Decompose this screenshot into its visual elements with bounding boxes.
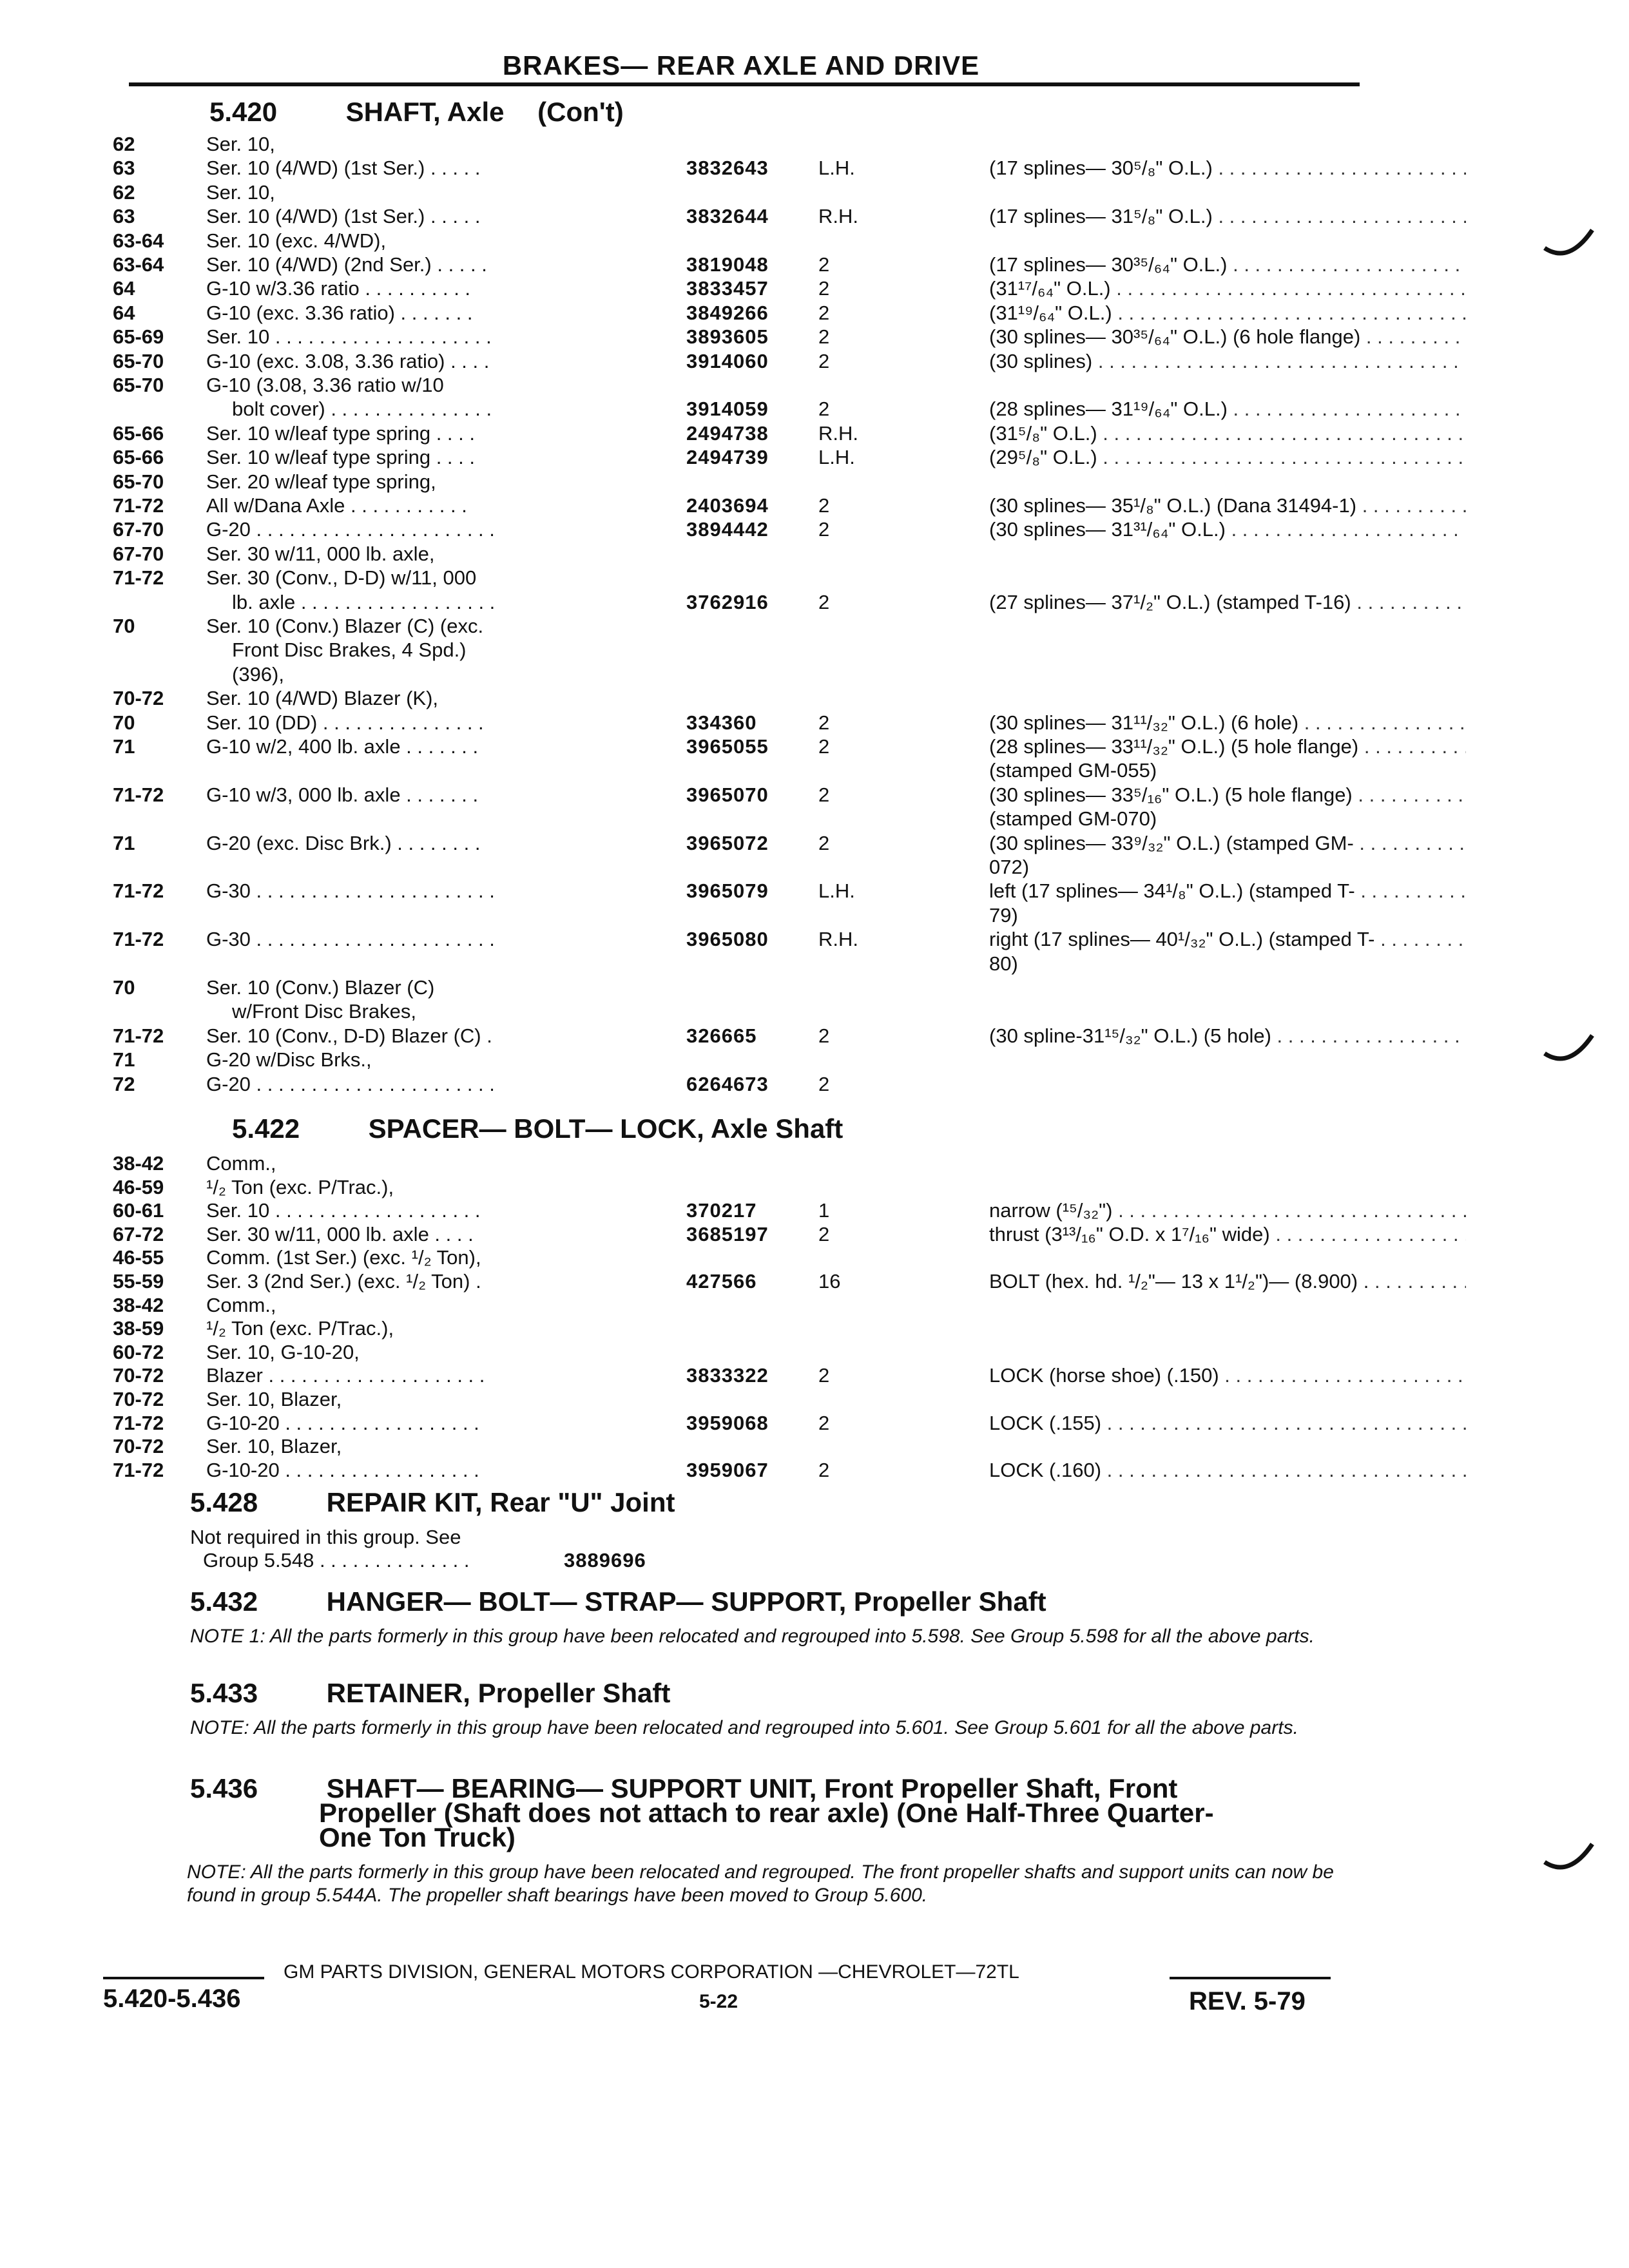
description: G-10-20 . . . . . . . . . . . . . . . . . .	[206, 1411, 479, 1434]
remarks: 79)	[989, 903, 1018, 927]
model-year: 71-72	[113, 1024, 164, 1047]
description: Blazer . . . . . . . . . . . . . . . . . . . .	[206, 1364, 485, 1387]
model-year: 70-72	[113, 1435, 164, 1458]
margin-hole-mark-bottom	[1543, 1843, 1595, 1875]
model-year: 65-66	[113, 446, 164, 469]
model-year: 55-59	[113, 1270, 164, 1293]
description: G-10 (exc. 3.36 ratio) . . . . . . .	[206, 301, 473, 324]
model-year: 38-42	[113, 1152, 164, 1175]
description: Ser. 30 w/11, 000 lb. axle,	[206, 542, 435, 565]
model-year: 71	[113, 1048, 135, 1072]
description: bolt cover) . . . . . . . . . . . . . . .	[232, 398, 492, 421]
quantity: 2	[818, 1364, 830, 1387]
part-number: 3833322	[686, 1364, 769, 1387]
table-row	[113, 1152, 1369, 1175]
page-header: BRAKES— REAR AXLE AND DRIVE	[502, 50, 980, 81]
table-row	[113, 325, 1369, 349]
table-row	[113, 543, 1369, 566]
table-row	[113, 374, 1369, 397]
model-year: 64	[113, 301, 135, 324]
remarks: (31¹⁹/₆₄" O.L.) . . .	[989, 302, 1466, 325]
section-name: SHAFT, Axle	[345, 97, 505, 127]
table-row	[113, 1176, 1369, 1199]
table-row	[113, 181, 1369, 204]
model-year: 63	[113, 205, 135, 228]
section-name: HANGER— BOLT— STRAP— SUPPORT, Propeller Shaft	[326, 1586, 1046, 1617]
model-year: 64	[113, 277, 135, 300]
table-row	[113, 904, 1369, 927]
remarks: (17 splines— 30³⁵/₆₄" O.L.) . . .	[989, 253, 1466, 276]
remarks: (17 splines— 30⁵/₈" O.L.) . . .	[989, 157, 1466, 180]
part-number: 3965070	[686, 783, 769, 806]
model-year: 62	[113, 133, 135, 155]
part-number: 6264673	[686, 1072, 769, 1095]
section-name: RETAINER, Propeller Shaft	[326, 1678, 671, 1708]
quantity: 2	[818, 735, 830, 758]
table-row	[113, 663, 1369, 686]
description: Ser. 10,	[206, 180, 275, 204]
table-row	[113, 1341, 1369, 1364]
quantity: L.H.	[818, 446, 855, 469]
remarks: (30 splines— 31³¹/₆₄" O.L.) . . .	[989, 518, 1466, 541]
model-year: 65-70	[113, 349, 164, 372]
model-year: 38-59	[113, 1317, 164, 1340]
table-row	[113, 711, 1369, 735]
remarks: 072)	[989, 856, 1030, 878]
section-5-420-title	[209, 97, 624, 128]
quantity: 2	[818, 590, 830, 613]
table-row	[113, 494, 1369, 517]
table-row	[113, 1294, 1369, 1317]
model-year: 71-72	[113, 783, 164, 806]
table-row	[113, 879, 1369, 903]
remarks: (30 splines— 33⁹/₃₂" O.L.) (stamped GM- . . .	[989, 832, 1466, 855]
quantity: L.H.	[818, 157, 855, 180]
part-number: 2403694	[686, 494, 769, 517]
model-year: 67-72	[113, 1222, 164, 1245]
model-year: 60-61	[113, 1199, 164, 1222]
quantity: 2	[818, 1024, 830, 1047]
table-row	[113, 157, 1369, 180]
note-5-436: NOTE: All the parts formerly in this group have been relocated and regrouped. The front propeller shafts and support units can now be found in group 5.544A. The propeller shaft bearings have been moved to Group 5.600.	[187, 1861, 1334, 1906]
part-number: 3965055	[686, 735, 769, 758]
repair-kit-part-number: 3889696	[564, 1549, 646, 1571]
table-row	[113, 1270, 1369, 1293]
part-number: 3894442	[686, 518, 769, 541]
table-row	[113, 398, 1369, 421]
part-number: 3959068	[686, 1411, 769, 1434]
description: Ser. 3 (2nd Ser.) (exc. ¹/₂ Ton) .	[206, 1270, 481, 1293]
description: G-20 w/Disc Brks.,	[206, 1048, 372, 1072]
section-5-436-title-line2: Propeller (Shaft does not attach to rear axle) (One Half-Three Quarter-	[319, 1798, 1214, 1828]
model-year: 46-59	[113, 1175, 164, 1198]
description: Ser. 10 . . . . . . . . . . . . . . . . . . .	[206, 1199, 481, 1222]
model-year: 65-70	[113, 374, 164, 396]
table-row	[113, 591, 1369, 614]
table-row	[113, 1364, 1369, 1387]
quantity: 2	[818, 301, 830, 324]
quantity: 2	[818, 349, 830, 372]
description: Ser. 30 (Conv., D-D) w/11, 000	[206, 566, 477, 590]
remarks: narrow (¹⁵/₃₂") . . .	[989, 1199, 1466, 1222]
part-number: 3832644	[686, 205, 769, 228]
description: Ser. 10 (4/WD) (1st Ser.) . . . . .	[206, 205, 481, 228]
section-number: 5.420	[209, 97, 278, 127]
part-number: 3685197	[686, 1222, 769, 1245]
table-row	[113, 229, 1369, 253]
table-row	[113, 566, 1369, 590]
remarks: (30 splines— 31¹¹/₃₂" O.L.) (6 hole) . . .	[989, 711, 1466, 735]
table-row	[113, 976, 1369, 999]
description: G-30 . . . . . . . . . . . . . . . . . . . . . .	[206, 928, 495, 951]
footer-page-number: 5-22	[699, 1991, 738, 2012]
table-row	[113, 783, 1369, 807]
part-number: 427566	[686, 1270, 757, 1293]
remarks: (27 splines— 37¹/₂" O.L.) (stamped T-16) . . .	[989, 591, 1466, 614]
description: G-20 . . . . . . . . . . . . . . . . . . . . . .	[206, 1072, 495, 1095]
table-row	[113, 1223, 1369, 1246]
part-number: 334360	[686, 711, 757, 734]
remarks: right (17 splines— 40¹/₃₂" O.L.) (stamped T- . . .	[989, 928, 1466, 951]
section-number: 5.428	[190, 1487, 258, 1517]
model-year: 71	[113, 735, 135, 758]
quantity: R.H.	[818, 205, 858, 228]
description: Ser. 10 (Conv., D-D) Blazer (C) .	[206, 1024, 492, 1047]
table-row	[113, 832, 1369, 855]
description: Ser. 10, Blazer,	[206, 1388, 342, 1410]
model-year: 67-70	[113, 518, 164, 541]
table-row	[113, 350, 1369, 373]
description: Ser. 10 (DD) . . . . . . . . . . . . . . .	[206, 711, 484, 734]
part-number: 3965080	[686, 928, 769, 951]
section-5-428-title	[190, 1487, 675, 1518]
table-row	[113, 687, 1369, 710]
description: w/Front Disc Brakes,	[232, 1000, 416, 1023]
remarks: (30 spline-31¹⁵/₃₂" O.L.) (5 hole) . . .	[989, 1024, 1466, 1048]
description: Ser. 10, Blazer,	[206, 1435, 342, 1458]
section-name: SHAFT— BEARING— SUPPORT UNIT, Front Propeller Shaft, Front	[326, 1773, 1178, 1803]
section-number: 5.436	[190, 1773, 258, 1803]
section-5-422-title	[232, 1113, 843, 1144]
footer-section-range: 5.420-5.436	[103, 1984, 241, 2013]
table-row	[113, 1000, 1369, 1023]
description: G-10 (3.08, 3.36 ratio w/10	[206, 374, 444, 396]
quantity: 2	[818, 1411, 830, 1434]
remarks: (30 splines) . . .	[989, 350, 1466, 373]
model-year: 62	[113, 180, 135, 204]
table-row	[113, 1388, 1369, 1411]
footer-corporation: GM PARTS DIVISION, GENERAL MOTORS CORPORATION —CHEVROLET—72TL	[284, 1961, 1019, 1983]
model-year: 65-69	[113, 325, 164, 349]
quantity: 2	[818, 1072, 830, 1095]
section-name: REPAIR KIT, Rear "U" Joint	[326, 1487, 675, 1517]
model-year: 71-72	[113, 1458, 164, 1481]
table-row	[113, 133, 1369, 156]
model-year: 70	[113, 976, 135, 999]
table-row	[113, 518, 1369, 541]
remarks: (30 splines— 30³⁵/₆₄" O.L.) (6 hole flange) . . .	[989, 325, 1466, 349]
description: Ser. 30 w/11, 000 lb. axle . . . .	[206, 1222, 474, 1245]
part-number: 2494739	[686, 446, 769, 469]
description: Ser. 20 w/leaf type spring,	[206, 470, 436, 493]
remarks: LOCK (horse shoe) (.150) . . .	[989, 1364, 1466, 1387]
part-number: 2494738	[686, 421, 769, 445]
table-row	[113, 928, 1375, 951]
model-year: 70-72	[113, 1388, 164, 1410]
model-year: 65-70	[113, 470, 164, 493]
quantity: 2	[818, 831, 830, 854]
description: Ser. 10,	[206, 133, 275, 155]
remarks: left (17 splines— 34¹/₈" O.L.) (stamped T- . . .	[989, 879, 1466, 903]
part-number: 3914060	[686, 349, 769, 372]
description: ¹/₂ Ton (exc. P/Trac.),	[206, 1175, 394, 1198]
quantity: 2	[818, 253, 830, 276]
description: Comm.,	[206, 1293, 276, 1316]
description: Front Disc Brakes, 4 Spd.)	[232, 639, 467, 662]
section-number: 5.422	[232, 1113, 300, 1144]
section-number: 5.433	[190, 1678, 258, 1708]
model-year: 46-55	[113, 1246, 164, 1269]
table-row	[113, 422, 1369, 445]
part-number: 3819048	[686, 253, 769, 276]
margin-hole-mark-middle	[1543, 1034, 1595, 1066]
description: G-10 w/3.36 ratio . . . . . . . . . .	[206, 277, 471, 300]
table-row	[113, 1412, 1369, 1435]
table-row	[113, 470, 1369, 494]
quantity: 2	[818, 1222, 830, 1245]
model-year: 63	[113, 157, 135, 180]
remarks: (17 splines— 31⁵/₈" O.L.) . . .	[989, 205, 1466, 228]
remarks: LOCK (.155) . . .	[989, 1412, 1466, 1435]
description: Ser. 10, G-10-20,	[206, 1340, 360, 1363]
table-row	[113, 1048, 1369, 1072]
quantity: 16	[818, 1270, 841, 1293]
header-rule	[129, 82, 1360, 86]
model-year: 65-66	[113, 421, 164, 445]
footer-revision: REV. 5-79	[1189, 1987, 1306, 2015]
model-year: 71-72	[113, 566, 164, 590]
model-year: 63-64	[113, 253, 164, 276]
section-name: SPACER— BOLT— LOCK, Axle Shaft	[368, 1113, 843, 1144]
description: ¹/₂ Ton (exc. P/Trac.),	[206, 1317, 394, 1340]
description: G-10-20 . . . . . . . . . . . . . . . . . .	[206, 1458, 479, 1481]
table-row	[113, 1199, 1369, 1222]
quantity: 2	[818, 783, 830, 806]
section-5-433-title	[190, 1678, 670, 1709]
table-row	[113, 205, 1369, 228]
quantity: 2	[818, 1458, 830, 1481]
remarks: (31¹⁷/₆₄" O.L.) . . .	[989, 277, 1466, 300]
part-number: 326665	[686, 1024, 757, 1047]
model-year: 70	[113, 615, 135, 637]
remarks: (stamped GM-070)	[989, 807, 1157, 831]
description: Ser. 10 (4/WD) (1st Ser.) . . . . .	[206, 157, 481, 180]
part-number: 3833457	[686, 277, 769, 300]
quantity: 1	[818, 1199, 830, 1222]
model-year: 72	[113, 1072, 135, 1095]
model-year: 67-70	[113, 542, 164, 565]
part-number: 3914059	[686, 398, 769, 421]
description: G-10 w/2, 400 lb. axle . . . . . . .	[206, 735, 479, 758]
quantity: R.H.	[818, 928, 858, 951]
repair-kit-note-line2: Group 5.548 . . . . . . . . . . . . . .	[203, 1549, 470, 1571]
quantity: 2	[818, 277, 830, 300]
description: All w/Dana Axle . . . . . . . . . . .	[206, 494, 467, 517]
model-year: 38-42	[113, 1293, 164, 1316]
quantity: 2	[818, 494, 830, 517]
quantity: 2	[818, 518, 830, 541]
table-row	[113, 1073, 1369, 1096]
model-year: 71-72	[113, 928, 164, 951]
section-5-436-title-line3: One Ton Truck)	[319, 1822, 516, 1852]
table-row	[113, 952, 1369, 975]
section-5-432-title	[190, 1586, 1046, 1617]
quantity: L.H.	[818, 879, 855, 903]
description: G-10 w/3, 000 lb. axle . . . . . . .	[206, 783, 479, 806]
footer-rule-right	[1170, 1977, 1331, 1979]
quantity: 2	[818, 711, 830, 734]
model-year: 71-72	[113, 1411, 164, 1434]
remarks: (31⁵/₈" O.L.) . . .	[989, 422, 1466, 445]
model-year: 71	[113, 831, 135, 854]
table-row	[113, 253, 1369, 276]
part-number: 3832643	[686, 157, 769, 180]
remarks: (29⁵/₈" O.L.) . . .	[989, 446, 1466, 469]
quantity: 2	[818, 398, 830, 421]
description: lb. axle . . . . . . . . . . . . . . . . . .	[232, 590, 496, 613]
description: (396),	[232, 662, 284, 686]
table-row	[113, 446, 1369, 469]
description: Comm.,	[206, 1152, 276, 1175]
remarks: BOLT (hex. hd. ¹/₂"— 13 x 1¹/₂")— (8.900) . . . .	[989, 1270, 1466, 1293]
description: G-20 . . . . . . . . . . . . . . . . . . . . . .	[206, 518, 495, 541]
part-number: 3965072	[686, 831, 769, 854]
quantity: R.H.	[818, 421, 858, 445]
table-row	[113, 615, 1369, 638]
table-row	[113, 735, 1369, 758]
model-year: 71-72	[113, 494, 164, 517]
model-year: 70-72	[113, 1364, 164, 1387]
description: Ser. 10 w/leaf type spring . . . .	[206, 446, 475, 469]
repair-kit-note-line1: Not required in this group. See	[190, 1526, 461, 1548]
table-row	[113, 639, 1369, 662]
part-number: 3762916	[686, 590, 769, 613]
table-row	[113, 277, 1369, 300]
margin-hole-mark-top	[1543, 229, 1595, 261]
section-number: 5.432	[190, 1586, 258, 1617]
table-row	[113, 302, 1369, 325]
table-row	[113, 1246, 1369, 1269]
part-number: 370217	[686, 1199, 757, 1222]
description: Ser. 10 . . . . . . . . . . . . . . . . . . . .	[206, 325, 492, 349]
table-row	[113, 759, 1369, 782]
model-year: 60-72	[113, 1340, 164, 1363]
table-row	[113, 856, 1369, 879]
part-number: 3959067	[686, 1458, 769, 1481]
part-number: 3849266	[686, 301, 769, 324]
remarks: thrust (3¹³/₁₆" O.D. x 1⁷/₁₆" wide) . . .	[989, 1223, 1466, 1246]
remarks: (28 splines— 31¹⁹/₆₄" O.L.) . . .	[989, 398, 1466, 421]
table-row	[113, 1459, 1369, 1482]
description: Ser. 10 (Conv.) Blazer (C)	[206, 976, 435, 999]
table-row	[113, 1317, 1369, 1340]
table-row	[113, 807, 1369, 831]
description: G-30 . . . . . . . . . . . . . . . . . . . . . .	[206, 879, 495, 903]
description: G-20 (exc. Disc Brk.) . . . . . . . .	[206, 831, 481, 854]
footer-rule-left	[103, 1977, 264, 1979]
quantity: 2	[818, 325, 830, 349]
part-number: 3893605	[686, 325, 769, 349]
description: G-10 (exc. 3.08, 3.36 ratio) . . . .	[206, 349, 490, 372]
part-number: 3965079	[686, 879, 769, 903]
model-year: 63-64	[113, 229, 164, 252]
table-row	[113, 1024, 1369, 1048]
remarks: (30 splines— 33⁵/₁₆" O.L.) (5 hole flange) . . .	[989, 783, 1466, 807]
description: Ser. 10 (4/WD) (2nd Ser.) . . . . .	[206, 253, 487, 276]
remarks: (30 splines— 35¹/₈" O.L.) (Dana 31494-1) . . .	[989, 494, 1466, 517]
description: Ser. 10 (exc. 4/WD),	[206, 229, 387, 252]
description: Comm. (1st Ser.) (exc. ¹/₂ Ton),	[206, 1246, 481, 1269]
description: Ser. 10 (Conv.) Blazer (C) (exc.	[206, 615, 484, 637]
remarks: LOCK (.160) . . .	[989, 1459, 1466, 1482]
model-year: 71-72	[113, 879, 164, 903]
remarks: 80)	[989, 952, 1018, 975]
section-continued: (Con't)	[537, 97, 624, 127]
remarks: (28 splines— 33¹¹/₃₂" O.L.) (5 hole flange) . . .	[989, 735, 1466, 758]
note-5-432: NOTE 1: All the parts formerly in this group have been relocated and regrouped into 5.598. See Group 5.598 for all the above parts.	[190, 1626, 1315, 1647]
model-year: 70	[113, 711, 135, 734]
remarks: (stamped GM-055)	[989, 759, 1157, 782]
description: Ser. 10 (4/WD) Blazer (K),	[206, 687, 439, 710]
table-row	[113, 1435, 1369, 1458]
model-year: 70-72	[113, 687, 164, 710]
note-5-433: NOTE: All the parts formerly in this group have been relocated and regrouped into 5.601. See Group 5.601 for all the above parts.	[190, 1717, 1298, 1738]
description: Ser. 10 w/leaf type spring . . . .	[206, 421, 475, 445]
